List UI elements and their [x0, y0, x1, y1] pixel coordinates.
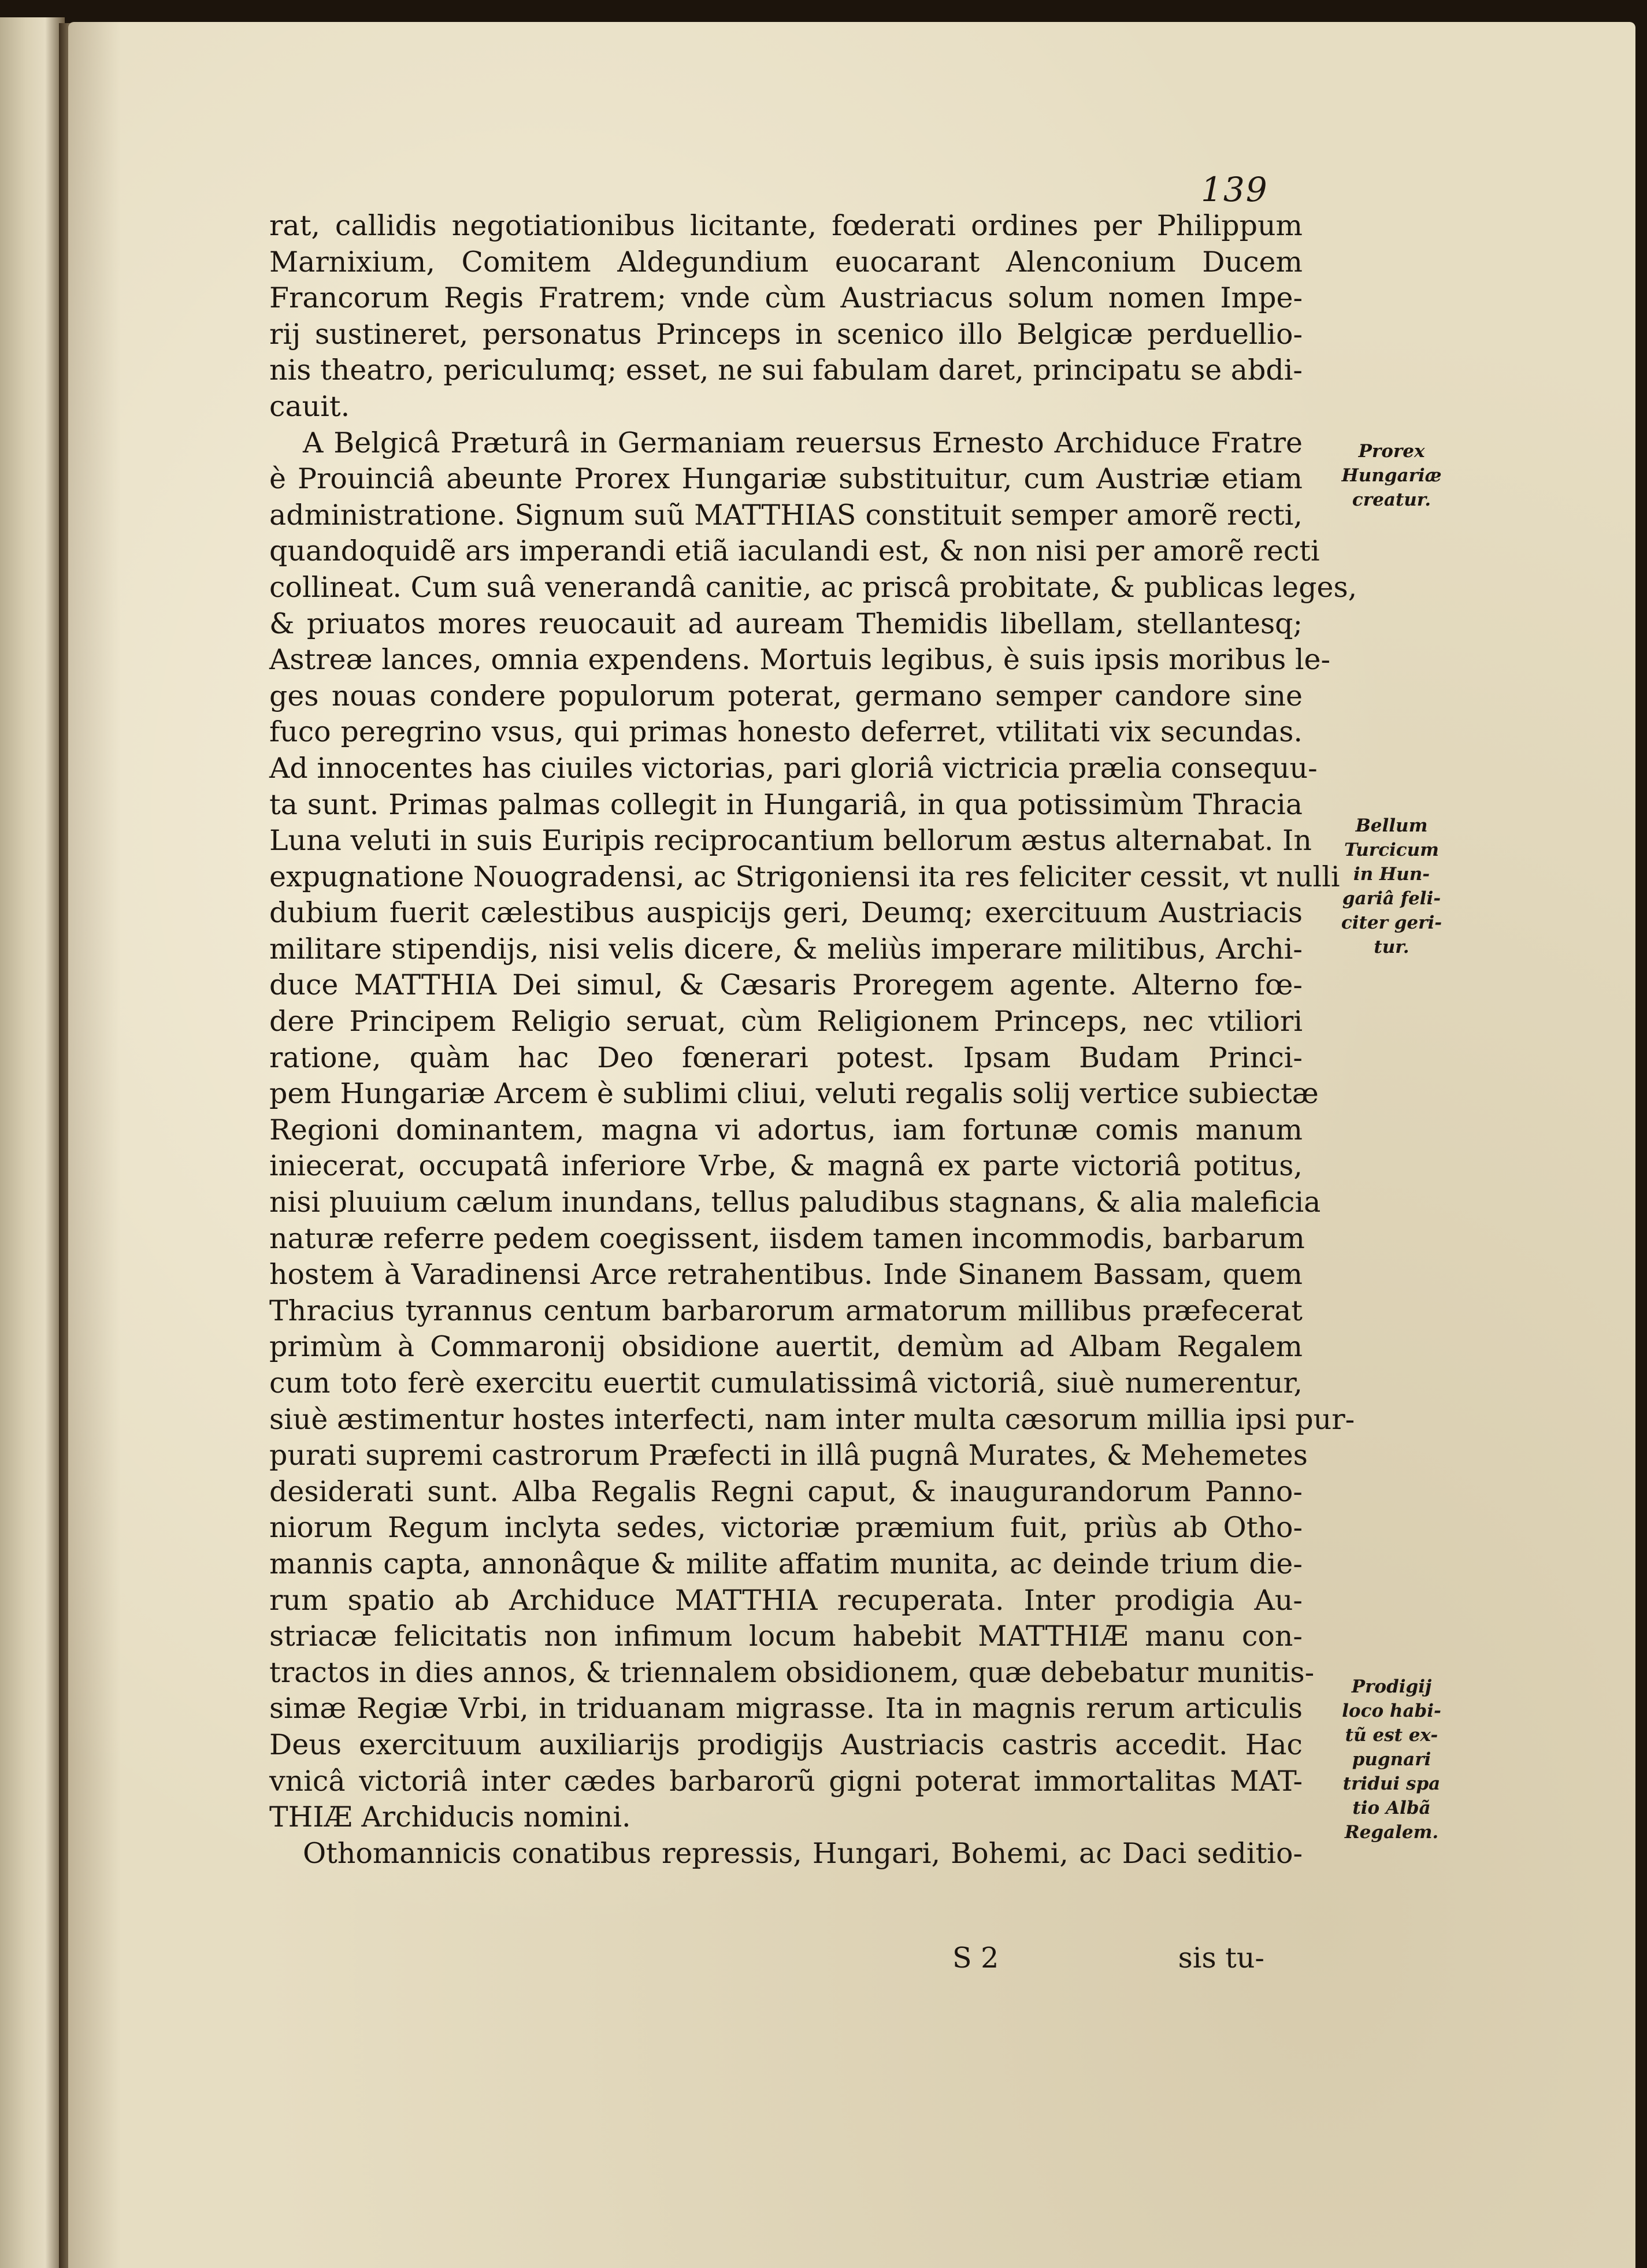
text-line: A Belgicâ Præturâ in Germaniam reuersus Ernesto Archiduce Fratre	[303, 426, 1303, 459]
text-line: tractos in dies annos, & triennalem obsidionem, quæ debebatur munitis-	[269, 1655, 1315, 1689]
marginal-note-line: citer geri-	[1341, 912, 1442, 933]
text-line: Othomannicis conatibus repressis, Hungari, Bohemi, ac Daci seditio-	[303, 1836, 1303, 1870]
text-line: iniecerat, occupatâ inferiore Vrbe, & magnâ ex parte victoriâ potitus,	[269, 1149, 1303, 1183]
marginal-note-line: Bellum	[1355, 815, 1428, 836]
text-line: primùm à Commaronij obsidione auertit, demùm ad Albam Regalem	[269, 1330, 1303, 1364]
text-line: duce MATTHIA Dei simul, & Cæsaris Proregem agente. Alterno fœ-	[269, 968, 1303, 1002]
text-line: pem Hungariæ Arcem è sublimi cliui, veluti regalis solij vertice subiectæ	[269, 1077, 1319, 1111]
text-line: Deus exercituum auxiliarijs prodigijs Austriacis castris accedit. Hac	[269, 1728, 1303, 1761]
page-footer	[952, 1942, 1264, 1979]
text-line: rat, callidis negotiationibus licitante, fœderati ordines per Philippum	[269, 209, 1303, 242]
marginal-note	[1325, 1675, 1458, 1844]
text-line: desiderati sunt. Alba Regalis Regni caput, & inaugurandorum Panno-	[269, 1475, 1303, 1508]
marginal-note-line: Prorex	[1358, 441, 1425, 462]
marginal-note-line: loco habi-	[1342, 1701, 1441, 1721]
text-line: mannis capta, annonâque & milite affatim munita, ac deinde trium die-	[269, 1547, 1303, 1580]
text-line: & priuatos mores reuocauit ad auream Themidis libellam, stellantesq;	[269, 607, 1303, 640]
text-line: quandoquidẽ ars imperandi etiã iaculandi est, & non nisi per amorẽ recti	[269, 534, 1320, 568]
book-page	[68, 22, 1635, 2268]
text-line: dubium fuerit cælestibus auspicijs geri, Deumq; exercituum Austriacis	[269, 896, 1303, 930]
previous-page-edge	[0, 17, 65, 2268]
text-line: ges nouas condere populorum poterat, germano semper candore sine	[269, 679, 1303, 712]
text-line: administratione. Signum suũ MATTHIAS constituit semper amorẽ recti,	[269, 498, 1303, 532]
text-line: Astreæ lances, omnia expendens. Mortuis legibus, è suis ipsis moribus le-	[269, 643, 1331, 677]
marginal-note-line: tridui spa	[1342, 1773, 1441, 1794]
text-line: niorum Regum inclyta sedes, victoriæ præmium fuit, priùs ab Otho-	[269, 1511, 1303, 1545]
text-line: expugnatione Nouogradensi, ac Strigoniensi ita res feliciter cessit, vt nulli	[269, 860, 1340, 893]
text-line: simæ Regiæ Vrbi, in triduanam migrasse. Ita in magnis rerum articulis	[269, 1692, 1303, 1725]
text-line: rum spatio ab Archiduce MATTHIA recuperata. Inter prodigia Au-	[269, 1583, 1303, 1617]
text-line: collineat. Cum suâ venerandâ canitie, ac priscâ probitate, & publicas leges,	[269, 570, 1357, 604]
text-line: Ad innocentes has ciuiles victorias, pari gloriâ victricia prælia consequu-	[269, 751, 1318, 785]
body-text	[269, 208, 1357, 1872]
text-line: THIÆ Archiducis nomini.	[269, 1801, 631, 1834]
text-line: siuè æstimentur hostes interfecti, nam inter multa cæsorum millia ipsi pur-	[269, 1402, 1355, 1436]
text-line: naturæ referre pedem coegissent, iisdem tamen incommodis, barbarum	[269, 1222, 1305, 1255]
text-line: rij sustineret, personatus Princeps in scenico illo Belgicæ perduellio-	[269, 317, 1303, 351]
marginal-note-line: pugnari	[1352, 1749, 1431, 1770]
marginal-note-line: Hungariæ	[1341, 465, 1442, 486]
marginal-note-line: Regalem.	[1344, 1822, 1439, 1843]
catchword: sis tu-	[1178, 1942, 1264, 1974]
text-line: Thracius tyrannus centum barbarorum armatorum millibus præfecerat	[269, 1294, 1303, 1327]
text-line: striacæ felicitatis non infimum locum habebit MATTHIÆ manu con-	[269, 1620, 1303, 1653]
text-line: Regioni dominantem, magna vi adortus, iam fortunæ comis manum	[269, 1113, 1303, 1146]
text-line: dere Principem Religio seruat, cùm Religionem Princeps, nec vtiliori	[269, 1005, 1303, 1038]
text-line: cauit.	[269, 389, 350, 423]
marginal-note-line: Prodigij	[1351, 1676, 1432, 1697]
marginal-note-line: tur.	[1374, 937, 1409, 957]
text-line: Luna veluti in suis Euripis reciprocantium bellorum æstus alternabat. In	[269, 824, 1312, 858]
marginal-note-line: Turcicum	[1344, 840, 1439, 860]
marginal-note-line: tũ est ex-	[1345, 1725, 1438, 1746]
text-line: è Prouinciâ abeunte Prorex Hungariæ substituitur, cum Austriæ etiam	[269, 462, 1303, 496]
text-line: purati supremi castrorum Præfecti in illâ pugnâ Murates, & Mehemetes	[269, 1439, 1308, 1472]
text-line: fuco peregrino vsus, qui primas honesto deferret, vtilitati vix secundas.	[269, 715, 1303, 749]
marginal-note-line: tio Albã	[1352, 1798, 1431, 1818]
marginal-note-line: gariâ feli-	[1342, 888, 1441, 909]
text-line: cum toto ferè exercitu euertit cumulatissimâ victoriâ, siuè numerentur,	[269, 1367, 1303, 1400]
marginal-note-line: creatur.	[1352, 489, 1431, 510]
text-line: nis theatro, periculumq; esset, ne sui fabulam daret, principatu se abdi-	[269, 354, 1303, 387]
text-line: ta sunt. Primas palmas collegit in Hungariâ, in qua potissimùm Thracia	[269, 788, 1303, 821]
text-line: nisi pluuium cælum inundans, tellus paludibus stagnans, & alia maleficia	[269, 1186, 1321, 1219]
text-line: ratione, quàm hac Deo fœnerari potest. Ipsam Budam Princi-	[269, 1041, 1303, 1074]
signature-mark: S 2	[952, 1942, 999, 1974]
page-number: 139	[1201, 170, 1268, 209]
marginal-note-line: in Hun-	[1353, 864, 1430, 885]
text-line: vnicâ victoriâ inter cædes barbarorũ gigni poterat immortalitas MAT-	[269, 1764, 1303, 1798]
marginal-note	[1325, 814, 1458, 959]
marginal-note	[1325, 439, 1458, 512]
text-line: Francorum Regis Fratrem; vnde cùm Austriacus solum nomen Impe-	[269, 281, 1303, 315]
text-line: militare stipendijs, nisi velis dicere, & meliùs imperare militibus, Archi-	[269, 932, 1303, 966]
text-line: Marnixium, Comitem Aldegundium euocarant Alenconium Ducem	[269, 245, 1303, 279]
text-line: hostem à Varadinensi Arce retrahentibus. Inde Sinanem Bassam, quem	[269, 1258, 1303, 1291]
